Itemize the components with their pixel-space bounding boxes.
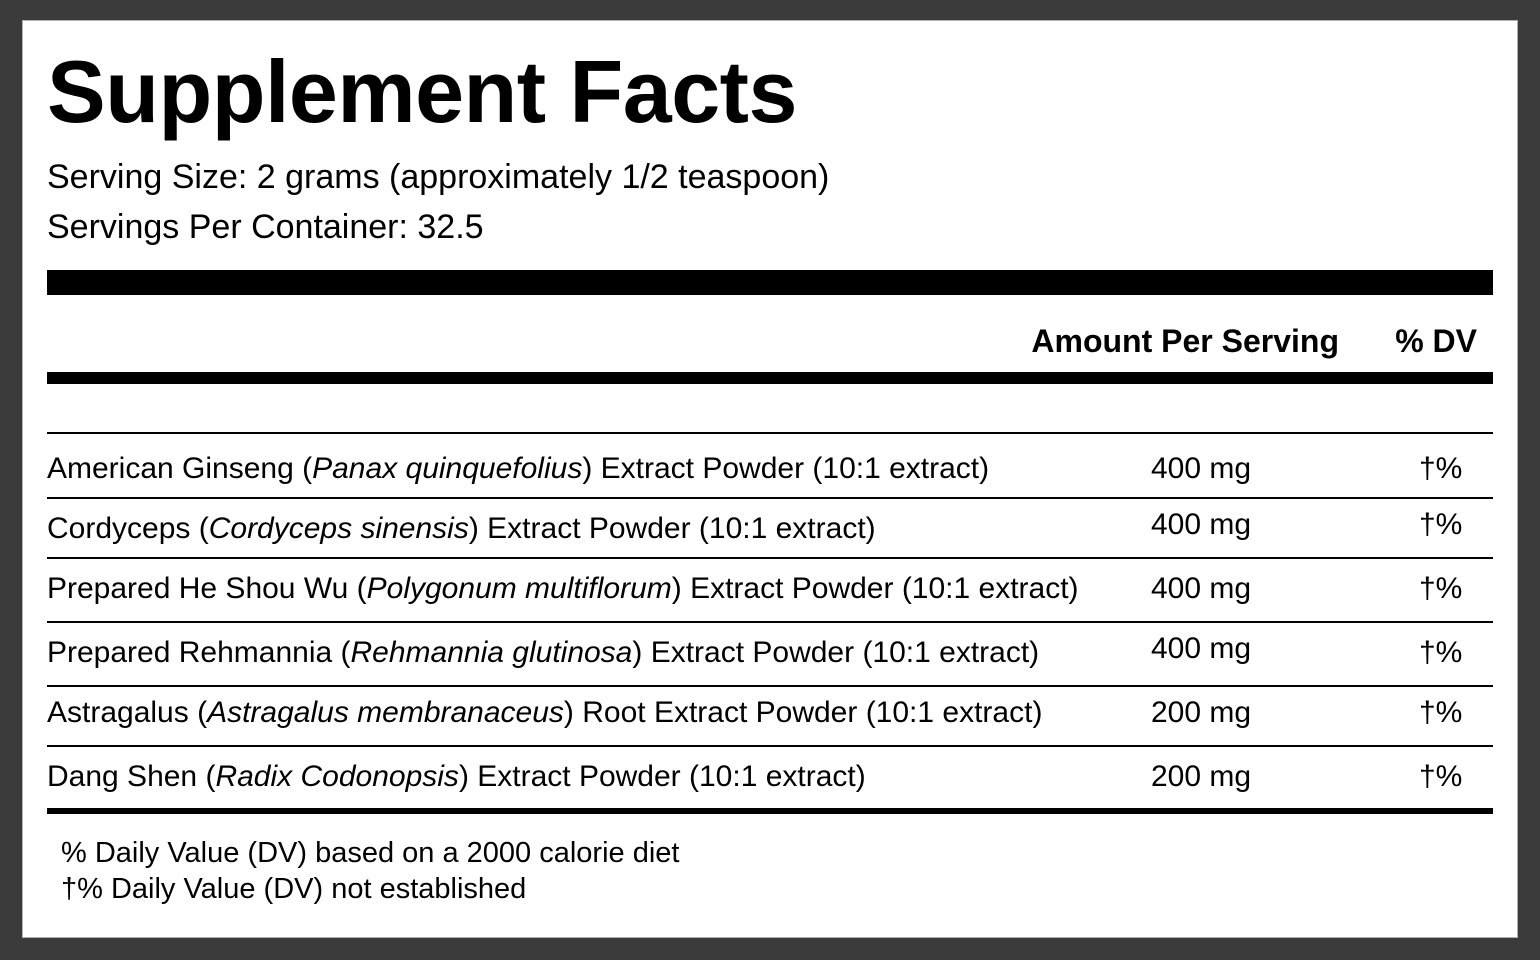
ingredient-dv: †%: [1419, 636, 1463, 669]
ingredient-name: Prepared Rehmannia (Rehmannia glutinosa) Extract Powder (10:1 extract): [47, 636, 1040, 669]
ingredient-name: Cordyceps (Cordyceps sinensis) Extract Powder (10:1 extract): [47, 512, 876, 545]
row-divider: [47, 497, 1493, 499]
ingredient-amount: 200 mg: [1151, 760, 1252, 793]
amount-per-serving-header: Amount Per Serving: [1031, 323, 1339, 359]
serving-size: Serving Size: 2 grams (approximately 1/2 teaspoon): [47, 158, 830, 196]
ingredient-amount: 400 mg: [1151, 452, 1252, 485]
table-row: [47, 569, 1493, 609]
page-title: Supplement Facts: [47, 42, 797, 141]
supplement-facts-panel: [22, 20, 1518, 938]
table-row: [47, 693, 1493, 733]
ingredient-dv: †%: [1419, 508, 1463, 541]
row-divider: [47, 685, 1493, 687]
row-divider: [47, 621, 1493, 623]
ingredient-dv: †%: [1419, 572, 1463, 605]
thick-divider: [47, 270, 1493, 295]
table-row: [47, 757, 1493, 797]
bottom-divider: [47, 808, 1493, 814]
dv-header: % DV: [1395, 323, 1477, 359]
ingredient-amount: 400 mg: [1151, 508, 1252, 541]
ingredient-name: Astragalus (Astragalus membranaceus) Root Extract Powder (10:1 extract): [47, 696, 1043, 729]
row-divider: [47, 557, 1493, 559]
footnote-dv-not-established: †% Daily Value (DV) not established: [61, 873, 527, 905]
table-row: [47, 509, 1493, 549]
table-row: [47, 449, 1493, 489]
ingredient-name: American Ginseng (Panax quinquefolius) Extract Powder (10:1 extract): [47, 452, 990, 485]
ingredient-dv: †%: [1419, 696, 1463, 729]
footnote-dv-basis: % Daily Value (DV) based on a 2000 calorie diet: [61, 837, 680, 869]
ingredient-amount: 400 mg: [1151, 632, 1252, 665]
ingredient-dv: †%: [1419, 452, 1463, 485]
servings-per-container: Servings Per Container: 32.5: [47, 208, 484, 246]
ingredient-name: Dang Shen (Radix Codonopsis) Extract Powder (10:1 extract): [47, 760, 866, 793]
row-divider: [47, 745, 1493, 747]
table-row: [47, 633, 1493, 673]
ingredient-dv: †%: [1419, 760, 1463, 793]
ingredient-amount: 200 mg: [1151, 696, 1252, 729]
ingredient-name: Prepared He Shou Wu (Polygonum multiflorum) Extract Powder (10:1 extract): [47, 572, 1079, 605]
row-divider: [47, 432, 1493, 434]
header-divider: [47, 372, 1493, 384]
ingredient-amount: 400 mg: [1151, 572, 1252, 605]
